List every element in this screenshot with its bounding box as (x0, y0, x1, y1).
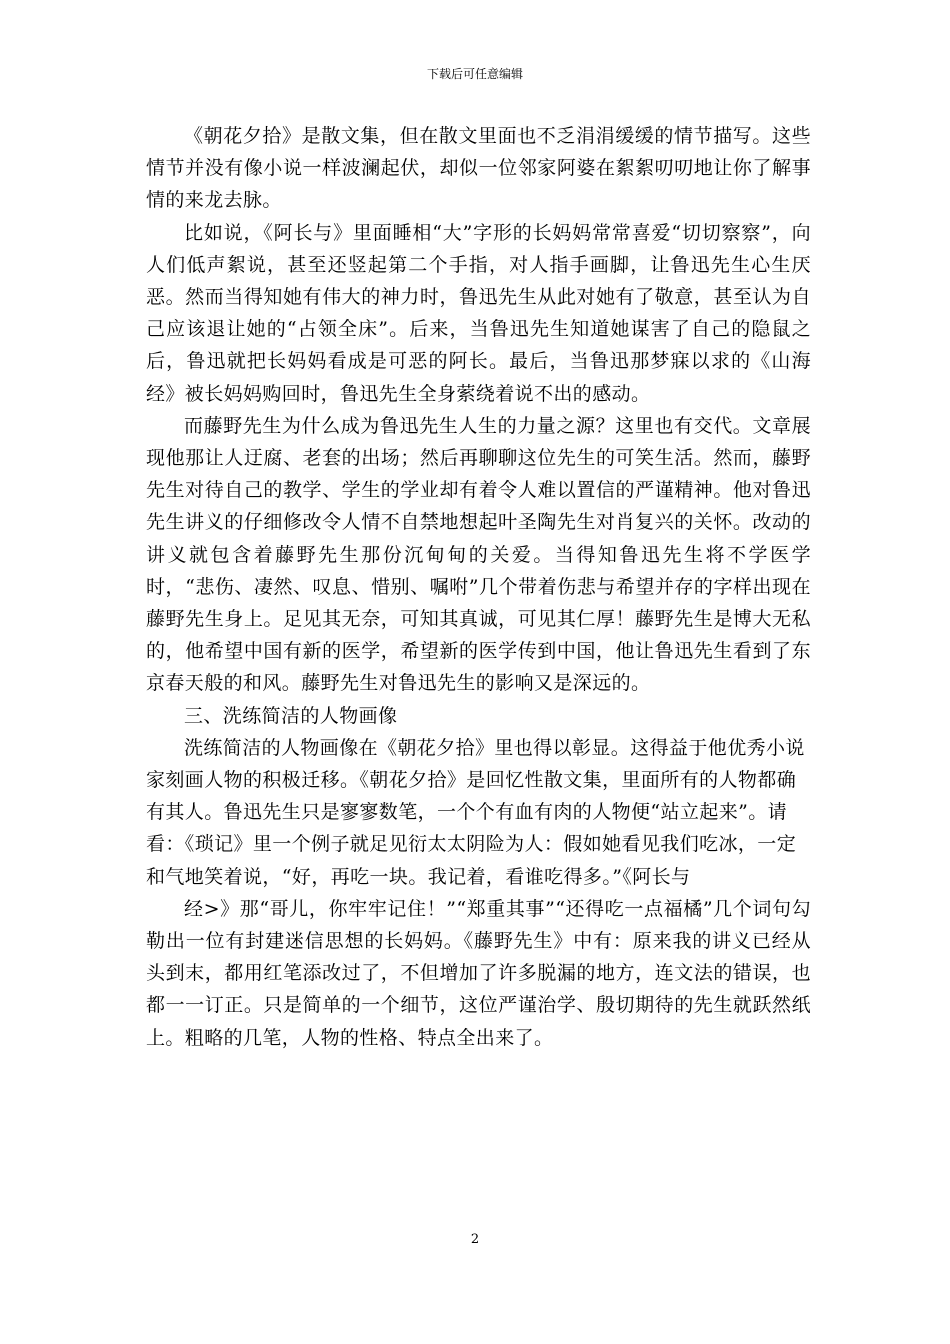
paragraph-intro: 《朝花夕拾》是散文集，但在散文里面也不乏涓涓缓缓的情节描写。这些情节并没有像小说一样波澜起伏，却似一位邻家阿婆在絮絮叨叨地让你了解事情的来龙去脉。 (146, 125, 811, 212)
paragraph-portraits: 洗练简洁的人物画像在《朝花夕拾》里也得以彰显。这得益于他优秀小说家刻画人物的积极迁移。《朝花夕拾》是回忆性散文集，里面所有的人物都确有其人。鲁迅先生只是寥寥数笔，一个个有血有肉的人物便“站立起来”。请看：《琐记》里一个例子就足见衍太太阴险为人：假如她看见我们吃冰，一定和气地笑着说，“好，再吃一块。我记着，看谁吃得多。”《阿长与 (146, 736, 805, 888)
paragraph-a-chang: 比如说，《阿长与》里面睡相“大”字形的长妈妈常常喜爱“切切察察”，向人们低声絮说，甚至还竖起第二个手指，对人指手画脚，让鲁迅先生心生厌恶。然而当得知她有伟大的神力时，鲁迅先生从此对她有了敬意，甚至认为自己应该退让她的“占领全床”。后来，当鲁迅先生知道她谋害了自己的隐鼠之后，鲁迅就把长妈妈看成是可恶的阿长。最后，当鲁迅那梦寐以求的《山海经》被长妈妈购回时，鲁迅先生全身萦绕着说不出的感动。 (146, 221, 811, 405)
document-body (146, 120, 811, 1054)
page-number: 2 (470, 1232, 480, 1247)
page-header: 下载后可任意编辑 (426, 67, 523, 81)
paragraph-portraits-continued: 经>》那“哥儿，你牢牢记住！”“郑重其事”“还得吃一点福橘”几个词句勾勒出一位有封建迷信思想的长妈妈。《藤野先生》中有：原来我的讲义已经从头到末，都用红笔添改过了，不但增加了许多脱漏的地方，连文法的错误，也都一一订正。只是简单的一个细节，这位严谨治学、殷切期待的先生就跃然纸上。粗略的几笔，人物的性格、特点全出来了。 (146, 897, 811, 1049)
paragraph-fujino: 而藤野先生为什么成为鲁迅先生人生的力量之源？这里也有交代。文章展现他那让人迂腐、老套的出场；然后再聊聊这位先生的可笑生活。然而，藤野先生对待自己的教学、学生的学业却有着令人难以置信的严谨精神。他对鲁迅先生讲义的仔细修改令人情不自禁地想起叶圣陶先生对肖复兴的关怀。改动的讲义就包含着藤野先生那份沉甸甸的关爱。当得知鲁迅先生将不学医学时，“悲伤、凄然、叹息、惜别、嘱咐”几个带着伤悲与希望并存的字样出现在藤野先生身上。足见其无奈，可知其真诚，可见其仁厚！藤野先生是博大无私的，他希望中国有新的医学，希望新的医学传到中国，他让鲁迅先生看到了东京春天般的和风。藤野先生对鲁迅先生的影响又是深远的。 (146, 414, 811, 695)
section-heading: 三、洗练简洁的人物画像 (184, 704, 398, 727)
